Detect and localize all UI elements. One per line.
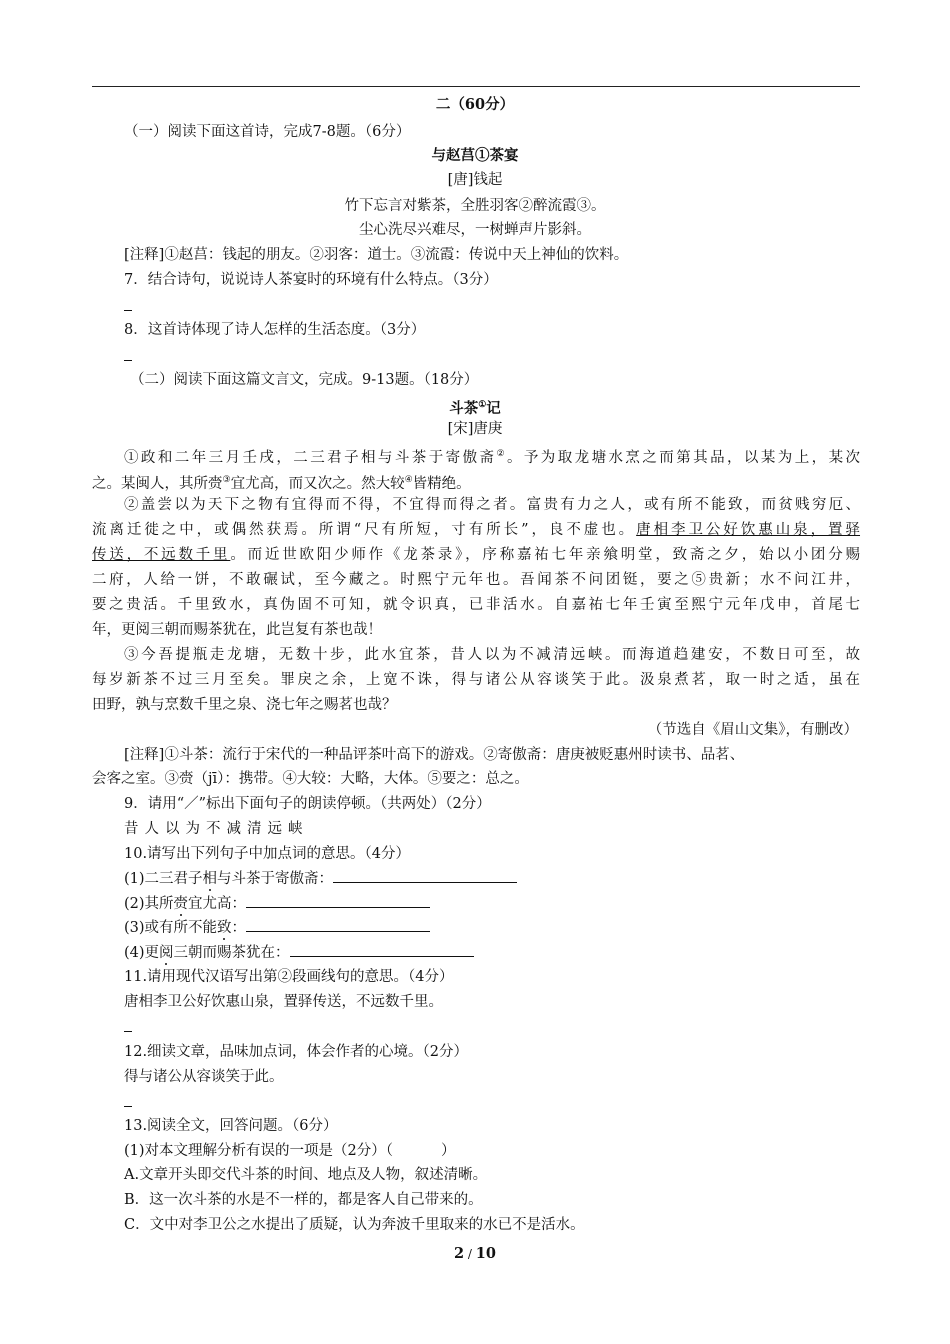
poem-author: [唐]钱起 [447,172,503,188]
essay-title: 斗茶①记 [449,399,501,417]
option-c: C．文中对李卫公之水提出了质疑，认为奔波千里取来的水已不是活水。 [124,1217,585,1233]
page-number: 2 / 10 [454,1245,496,1262]
question-10: 10.请写出下列句子中加点词的意思。（4分） [124,846,411,862]
poem-line-2: 尘心洗尽兴难尽，一树蝉声片影斜。 [359,222,591,238]
essay-p3-line3: 田野，孰与烹数千里之泉、浇七年之赐茗也哉？ [92,697,397,713]
option-a: A.文章开头即交代斗茶的时间、地点及人物，叙述清晰。 [124,1167,488,1183]
poem-title: 与赵莒①茶宴 [431,147,519,164]
essay-p2-line3: 传送，不远数千里。而近世欧阳少师作《龙茶录》，序称嘉祐七年亲飨明堂，致斋之夕，始以小团分赐 [92,547,861,563]
question-11-sentence: 唐相李卫公好饮惠山泉，置驿传送，不远数千里。 [124,994,443,1010]
essay-source: （节选自《眉山文集》，有删改） [647,722,858,738]
question-7: 7．结合诗句，说说诗人茶宴时的环境有什么特点。（3分） [124,272,498,288]
answer-blank-10-2[interactable] [246,893,430,908]
answer-blank-10-4[interactable] [290,942,474,957]
header-rule [92,86,860,87]
essay-note-line2: 会客之室。③赍（jī）：携带。④大较：大略，大体。⑤要之：总之。 [92,771,529,787]
essay-p2-line4: 二府，人给一饼，不敢碾试，至今藏之。时熙宁元年也。吾闻茶不问团铤，要之⑤贵新；水不问江井， [92,572,860,588]
answer-line-12[interactable] [124,1106,132,1107]
question-10-item-2: (2)其所赍宜尤高： [124,893,430,914]
section-title: 二（60分） [435,96,515,113]
answer-line-11[interactable] [124,1031,132,1032]
question-13-1: (1)对本文理解分析有误的一项是（2分）（ ） [124,1143,456,1159]
essay-p3-line1: ③今吾提瓶走龙塘，无数十步，此水宜茶，昔人以为不减清远峡。而海道趋建安，不数日可至，故 [124,647,860,663]
answer-line-8[interactable] [124,360,132,361]
essay-note-line1: [注释]①斗茶：流行于宋代的一种品评茶叶高下的游戏。②寄傲斋：唐庚被贬惠州时读书、品茗、 [124,747,745,763]
essay-p3-line2: 每岁新茶不过三月至矣。罪戾之余，上宽不诛，得与诸公从容谈笑于此。汲泉煮茗，取一时之适，虽在 [92,672,860,688]
question-12: 12.细读文章，品味加点词，体会作者的心境。（2分） [124,1044,469,1060]
part2-intro: （二）阅读下面这篇文言文，完成。9-13题。（18分） [130,372,479,388]
part1-intro: （一）阅读下面这首诗，完成7-8题。（6分） [124,124,411,140]
answer-line-7[interactable] [124,310,132,311]
poem-note: [注释]①赵莒：钱起的朋友。②羽客：道士。③流霞：传说中天上神仙的饮料。 [124,247,629,263]
essay-p1-line2: 之。某闽人，其所赍③宜尤高，而又次之。然大较④皆精绝。 [92,475,471,492]
question-11: 11.请用现代汉语写出第②段画线句的意思。（4分） [124,969,454,985]
question-12-sentence: 得与诸公从容谈笑于此。 [124,1069,284,1085]
essay-author: [宋]唐庚 [447,421,503,437]
question-8: 8．这首诗体现了诗人怎样的生活态度。（3分） [124,322,426,338]
essay-p1-line1: ①政和二年三月壬戌，二三君子相与斗茶于寄傲斋②。予为取龙塘水烹之而第其品，以某为上，某次 [124,449,861,466]
question-13: 13.阅读全文，回答问题。（6分） [124,1118,338,1134]
poem-line-1: 竹下忘言对紫茶，全胜羽客②醉流霞③。 [344,198,606,214]
essay-p2-line1: ②盖尝以为天下之物有宜得而不得，不宜得而得之者。富贵有力之人，或有所不能致，而贫贱穷厄、 [124,497,860,513]
answer-blank-10-1[interactable] [333,868,517,883]
answer-blank-10-3[interactable] [246,917,430,932]
question-9: 9．请用“／”标出下面句子的朗读停顿。（共两处）（2分） [124,796,491,812]
option-b: B．这一次斗茶的水是不一样的，都是客人自己带来的。 [124,1192,483,1208]
essay-p2-line2: 流离迁徙之中，或偶然获焉。所谓“尺有所短，寸有所长”，良不虚也。唐相李卫公好饮惠山泉，置驿 [92,522,861,538]
essay-p2-line5: 要之贵活。千里致水，真伪固不可知，就令识真，已非活水。自嘉祐七年壬寅至熙宁元年戊申，首尾七 [92,597,860,613]
question-10-item-1: (1)二三君子相与斗茶于寄傲斋： [124,868,517,889]
essay-p2-line6: 年，更阅三朝而赐茶犹在，此岂复有茶也哉！ [92,622,382,638]
question-10-item-3: (3)或有所不能致： [124,917,430,938]
question-10-item-4: (4)更阅三朝而赐茶犹在： [124,942,474,963]
question-9-sentence[interactable]: 昔人以为不减清远峡 [124,821,309,837]
